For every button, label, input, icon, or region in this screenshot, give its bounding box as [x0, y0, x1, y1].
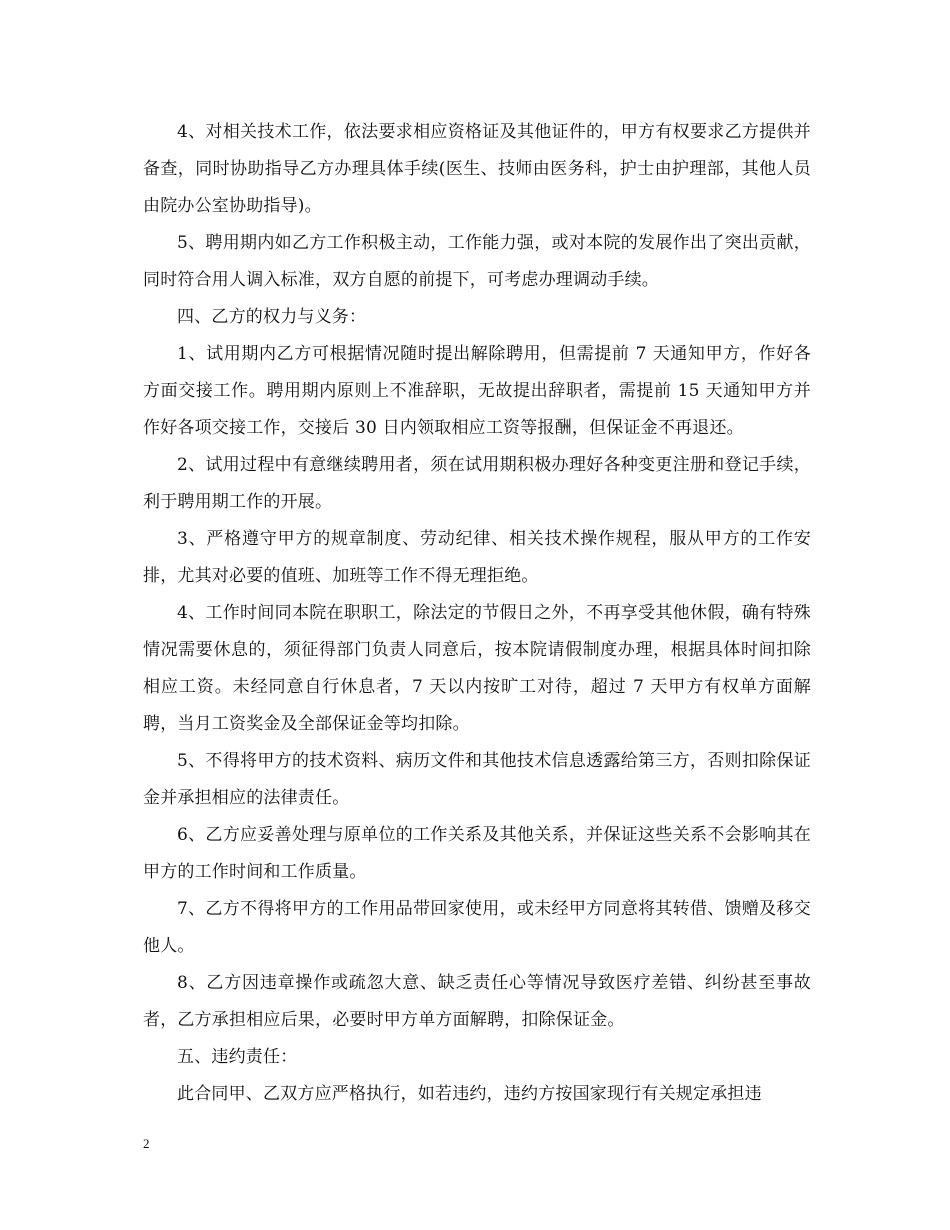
clause-2-registration: 2、试用过程中有意继续聘用者，须在试用期积极办理好各种变更注册和登记手续，利于聘用期工作的开展。 — [143, 455, 811, 512]
clause-5-transfer: 5、聘用期内如乙方工作积极主动，工作能力强，或对本院的发展作出了突出贡献，同时符合用人调入标准，双方自愿的前提下，可考虑办理调动手续。 — [143, 233, 811, 290]
clause-6-relations: 6、乙方应妥善处理与原单位的工作关系及其他关系，并保证这些关系不会影响其在甲方的工作时间和工作质量。 — [143, 825, 811, 882]
page-number: 2 — [143, 1136, 150, 1151]
clause-8-liability: 8、乙方因违章操作或疏忽大意、缺乏责任心等情况导致医疗差错、纠纷甚至事故者，乙方承担相应后果，必要时甲方单方面解聘，扣除保证金。 — [143, 973, 811, 1030]
clause-3-rules: 3、严格遵守甲方的规章制度、劳动纪律、相关技术操作规程，服从甲方的工作安排，尤其对必要的值班、加班等工作不得无理拒绝。 — [143, 529, 811, 586]
document-body — [143, 114, 811, 1113]
section-heading-breach: 五、违约责任： — [177, 1047, 298, 1067]
clause-1-resignation: 1、试用期内乙方可根据情况随时提出解除聘用，但需提前 7 天通知甲方，作好各方面交接工作。聘用期内原则上不准辞职，无故提出辞职者，需提前 15 天通知甲方并作好各项交接工作，交接后 30 日内领取相应工资等报酬，但保证金不再退还。 — [143, 344, 811, 438]
clause-5-confidentiality: 5、不得将甲方的技术资料、病历文件和其他技术信息透露给第三方，否则扣除保证金并承担相应的法律责任。 — [143, 751, 811, 808]
breach-paragraph: 此合同甲、乙双方应严格执行，如若违约，违约方按国家现行有关规定承担违 — [177, 1084, 762, 1104]
section-heading-rights: 四、乙方的权力与义务： — [177, 307, 367, 327]
clause-4-leave: 4、工作时间同本院在职职工，除法定的节假日之外，不再享受其他休假，确有特殊情况需要休息的，须征得部门负责人同意后，按本院请假制度办理，根据具体时间扣除相应工资。未经同意自行休息者，7 天以内按旷工对待，超过 7 天甲方有权单方面解聘，当月工资奖金及全部保证金等均扣除。 — [143, 603, 811, 734]
clause-4-qualification: 4、对相关技术工作，依法要求相应资格证及其他证件的，甲方有权要求乙方提供并备查，同时协助指导乙方办理具体手续(医生、技师由医务科，护士由护理部，其他人员由院办公室协助指导)。 — [143, 122, 811, 216]
clause-7-supplies: 7、乙方不得将甲方的工作用品带回家使用，或未经甲方同意将其转借、馈赠及移交他人。 — [143, 899, 811, 956]
